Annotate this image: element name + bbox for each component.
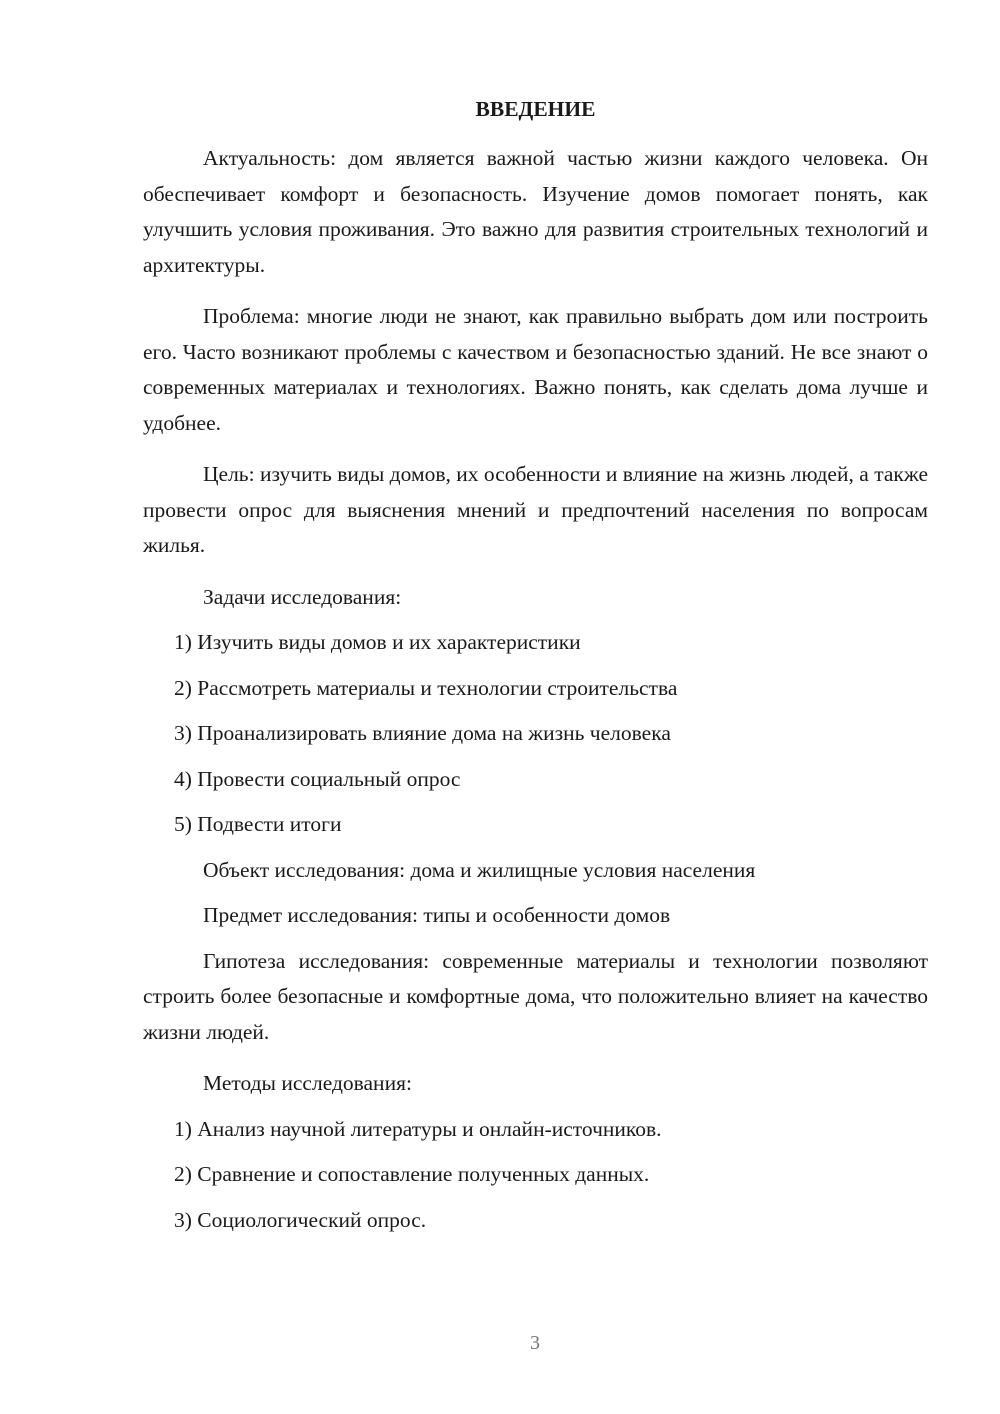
- section-title: ВВЕДЕНИЕ: [475, 97, 596, 121]
- task-item: 4) Провести социальный опрос: [174, 766, 461, 791]
- task-item: 5) Подвести итоги: [174, 812, 342, 836]
- research-subject: Предмет исследования: типы и особенности домов: [203, 903, 671, 927]
- task-item: 1) Изучить виды домов и их характеристики: [174, 630, 581, 654]
- methods-heading: Методы исследования:: [203, 1071, 412, 1095]
- research-object: Объект исследования: дома и жилищные условия населения: [203, 857, 756, 882]
- methods-list: [143, 1112, 928, 1239]
- problem-paragraph: Проблема: многие люди не знают, как правильно выбрать дом или построить его. Часто возникают проблемы с качеством и безопасностью зданий. Не все знают о современных материалах и технологиях. Важно понять, как сделать дома лучше и удобнее.: [143, 304, 928, 435]
- task-item: 2) Рассмотреть материалы и технологии строительства: [174, 675, 678, 700]
- page-number: 3: [530, 1332, 540, 1354]
- tasks-list: [143, 625, 928, 843]
- method-item: 2) Сравнение и сопоставление полученных данных.: [174, 1162, 650, 1186]
- method-item: 3) Социологический опрос.: [174, 1207, 427, 1232]
- goal-paragraph: Цель: изучить виды домов, их особенности и влияние на жизнь людей, а также провести опрос для выяснения мнений и предпочтений населения по вопросам жилья.: [143, 462, 928, 557]
- task-item: 3) Проанализировать влияние дома на жизнь человека: [174, 721, 671, 745]
- page-content: [143, 92, 928, 1248]
- relevance-paragraph: Актуальность: дом является важной частью жизни каждого человека. Он обеспечивает комфорт и безопасность. Изучение домов помогает понять, как улучшить условия проживания. Это важно для развития строительных технологий и архитектуры.: [143, 146, 928, 277]
- hypothesis-paragraph: Гипотеза исследования: современные материалы и технологии позволяют строить более безопасные и комфортные дома, что положительно влияет на качество жизни людей.: [143, 948, 928, 1044]
- tasks-heading: Задачи исследования:: [203, 584, 402, 609]
- method-item: 1) Анализ научной литературы и онлайн-источников.: [174, 1116, 662, 1141]
